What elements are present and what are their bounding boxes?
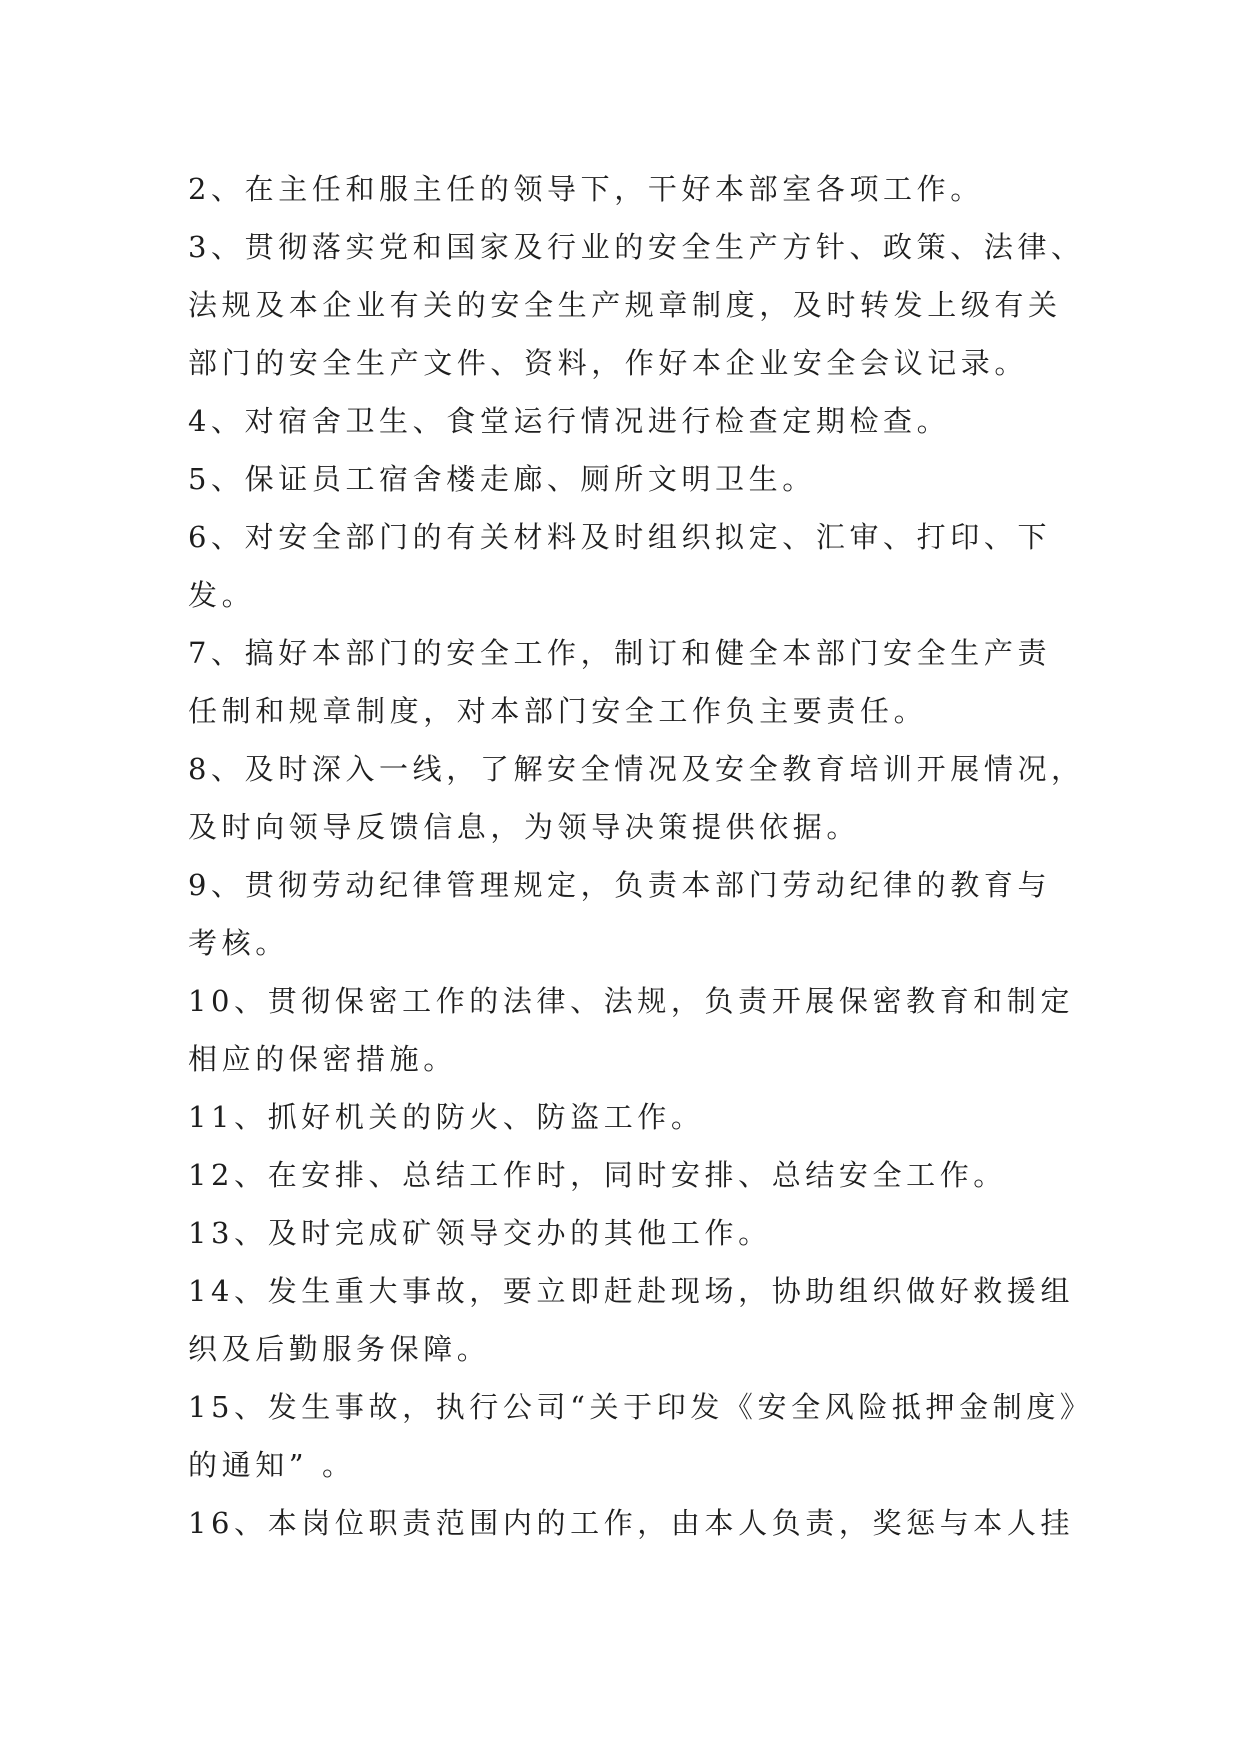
text-line: 13、及时完成矿领导交办的其他工作。 xyxy=(188,1216,772,1250)
text-line: 3、贯彻落实党和国家及行业的安全生产方针、政策、法律、 xyxy=(188,230,1085,264)
text-line: 9、贯彻劳动纪律管理规定，负责本部门劳动纪律的教育与 xyxy=(188,868,1052,902)
text-line: 15、发生事故，执行公司“关于印发《安全风险抵押金制度》 xyxy=(188,1390,1094,1424)
text-line: 发。 xyxy=(188,578,256,612)
text-line: 10、贯彻保密工作的法律、法规，负责开展保密教育和制定 xyxy=(188,984,1075,1018)
text-line: 7、搞好本部门的安全工作，制订和健全本部门安全生产责 xyxy=(188,636,1052,670)
text-line: 16、本岗位职责范围内的工作，由本人负责，奖惩与本人挂 xyxy=(188,1506,1075,1540)
text-line: 14、发生重大事故，要立即赶赴现场，协助组织做好救援组 xyxy=(188,1274,1075,1308)
text-line: 部门的安全生产文件、资料，作好本企业安全会议记录。 xyxy=(188,346,1029,380)
text-line: 考核。 xyxy=(188,926,289,960)
text-line: 任制和规章制度，对本部门安全工作负主要责任。 xyxy=(188,694,928,728)
text-line: 的通知” 。 xyxy=(188,1448,356,1482)
text-line: 8、及时深入一线，了解安全情况及安全教育培训开展情况， xyxy=(188,752,1085,786)
text-line: 织及后勤服务保障。 xyxy=(188,1332,491,1366)
text-line: 及时向领导反馈信息，为领导决策提供依据。 xyxy=(188,810,861,844)
text-line: 4、对宿舍卫生、食堂运行情况进行检查定期检查。 xyxy=(188,404,951,438)
text-line: 6、对安全部门的有关材料及时组织拟定、汇审、打印、下 xyxy=(188,520,1052,554)
text-line: 2、在主任和服主任的领导下，干好本部室各项工作。 xyxy=(188,172,984,206)
document-body xyxy=(188,160,1094,1552)
text-line: 11、抓好机关的防火、防盗工作。 xyxy=(188,1100,705,1134)
text-line: 相应的保密措施。 xyxy=(188,1042,457,1076)
text-line: 5、保证员工宿舍楼走廊、厕所文明卫生。 xyxy=(188,462,816,496)
text-line: 法规及本企业有关的安全生产规章制度，及时转发上级有关 xyxy=(188,288,1062,322)
text-line: 12、在安排、总结工作时，同时安排、总结安全工作。 xyxy=(188,1158,1007,1192)
